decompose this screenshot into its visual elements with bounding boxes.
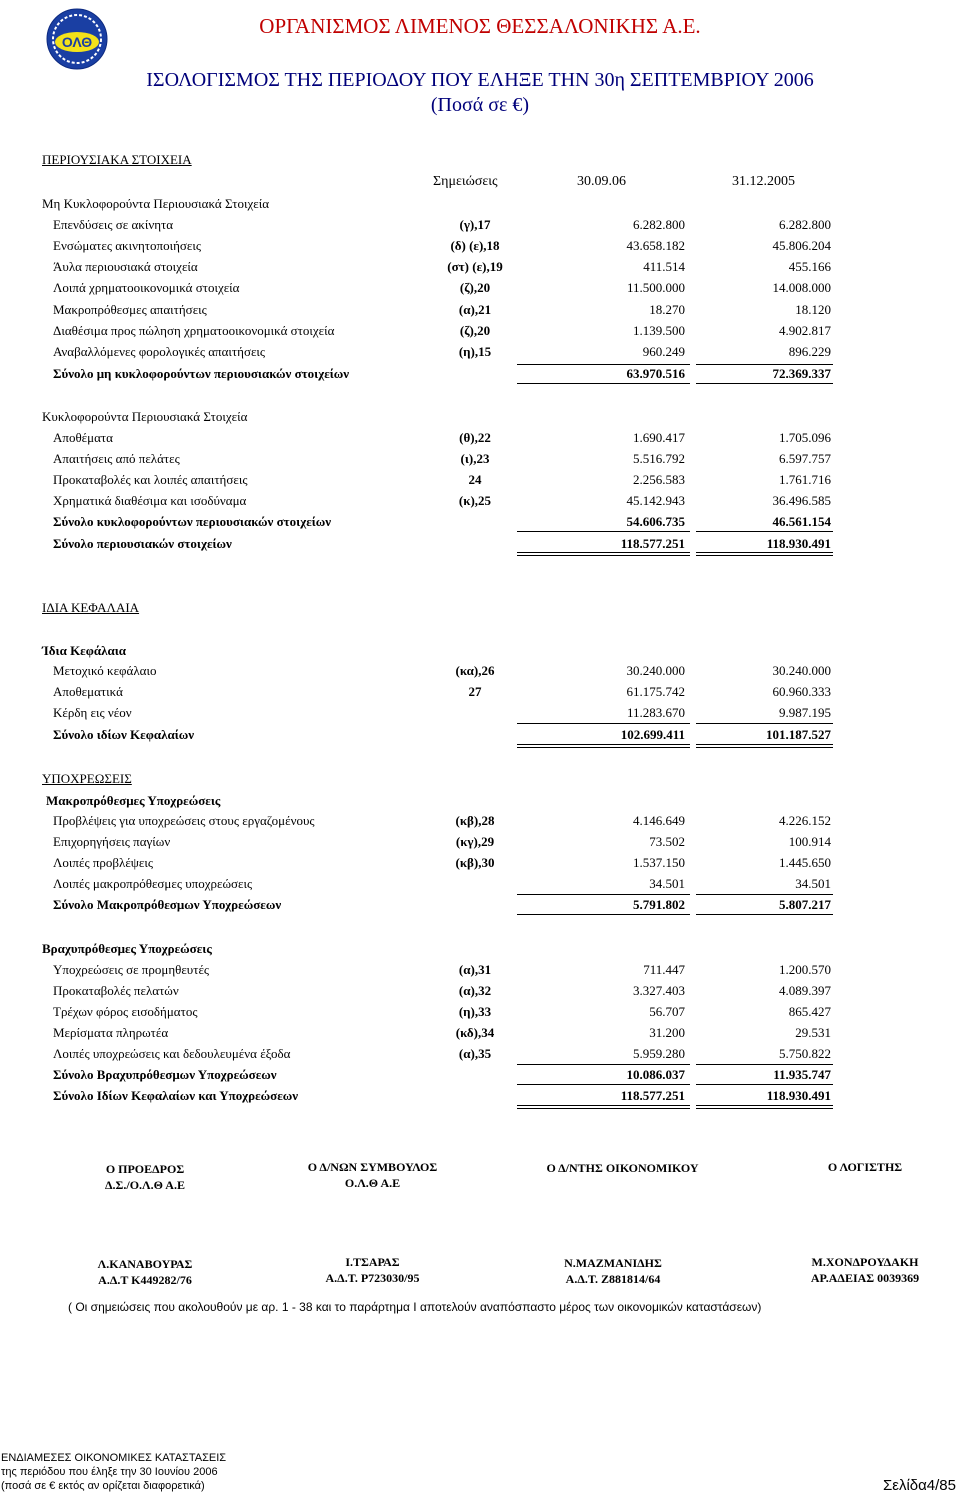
short-term-liabilities-title: Βραχυπρόθεσμες Υποχρεώσεις — [42, 941, 212, 956]
value-2006: 11.500.000 — [626, 280, 685, 296]
underline — [696, 383, 833, 384]
value-2006: 18.270 — [649, 301, 685, 317]
value-2006: 11.283.670 — [626, 705, 685, 720]
signature-id-finance-director: Α.Δ.Τ. Ζ881814/64 — [565, 1272, 661, 1286]
document-subtitle: (Ποσά σε €) — [430, 94, 530, 116]
equity-group-title: Ίδια Κεφάλαια — [42, 643, 127, 658]
signature-id-ceo: Α.Δ.Τ. Ρ723030/95 — [325, 1271, 420, 1285]
row-label: Σύνολο ιδίων Κεφαλαίων — [53, 727, 195, 742]
table-row — [0, 855, 960, 875]
table-row — [0, 684, 960, 704]
row-label: Άυλα περιουσιακά στοιχεία — [53, 259, 198, 275]
note-ref: (ζ),20 — [459, 280, 491, 296]
underline — [696, 1084, 833, 1085]
table-row — [0, 280, 960, 300]
row-label: Αναβαλλόμενες φορολογικές απαιτήσεις — [53, 343, 266, 359]
signature-role-president-org: Δ.Σ./Ο.Λ.Θ Α.Ε — [105, 1178, 185, 1192]
value-2005: 9.987.195 — [779, 705, 831, 720]
row-label: Προκαταβολές πελατών — [53, 983, 179, 998]
row-label: Σύνολο κυκλοφορούντων περιουσιακών στοιχείων — [53, 514, 332, 529]
row-label: Χρηματικά διαθέσιμα και ισοδύναμα — [53, 493, 247, 508]
value-2006: 45.142.943 — [626, 493, 685, 508]
table-row — [0, 259, 960, 279]
value-2006: 102.699.411 — [620, 727, 685, 742]
value-2006: 30.240.000 — [626, 663, 685, 678]
signature-id-president: Α.Δ.Τ Κ449282/76 — [98, 1273, 192, 1287]
table-row — [0, 493, 960, 513]
underline — [517, 1084, 690, 1085]
underline — [696, 1064, 833, 1065]
value-2005: 46.561.154 — [772, 514, 831, 529]
table-row — [0, 983, 960, 1003]
note-ref: (δ) (ε),18 — [450, 238, 500, 254]
value-2006: 61.175.742 — [626, 684, 685, 699]
table-row — [0, 323, 960, 343]
value-2005: 72.369.337 — [772, 366, 831, 381]
table-row — [0, 962, 960, 982]
signature-role-ceo: Ο Δ/ΝΩΝ ΣΥΜΒΟΥΛΟΣ — [307, 1160, 438, 1174]
value-2006: 118.577.251 — [620, 536, 685, 551]
double-underline — [696, 552, 833, 556]
value-2005: 5.807.217 — [779, 897, 831, 912]
row-label: Μερίσματα πληρωτέα — [53, 1025, 169, 1040]
row-label: Λοιπά χρηματοοικονομικά στοιχεία — [53, 280, 240, 296]
table-row — [0, 472, 960, 492]
value-2005: 14.008.000 — [772, 280, 831, 296]
value-2005: 11.935.747 — [773, 1067, 831, 1082]
value-2006: 118.577.251 — [620, 1088, 685, 1103]
underline — [517, 531, 690, 532]
value-2005: 34.501 — [795, 876, 831, 891]
value-2005: 1.705.096 — [779, 430, 831, 445]
note-ref: (κδ),34 — [455, 1025, 495, 1040]
value-2005: 18.120 — [795, 301, 831, 317]
row-label: Λοιπές προβλέψεις — [53, 855, 154, 870]
note-ref: (γ),17 — [459, 217, 491, 232]
underline — [517, 364, 690, 365]
footer-line-2: της περιόδου που έληξε την 30 Ιουνίου 2006 — [1, 1466, 218, 1478]
row-label: Επιχορηγήσεις παγίων — [53, 834, 171, 849]
note-ref: (κ),25 — [458, 493, 492, 508]
value-2006: 1.139.500 — [633, 322, 685, 338]
value-2006: 1.537.150 — [633, 855, 685, 870]
column-header-notes: Σημειώσεις — [433, 174, 498, 189]
footer-line-3: (ποσά σε € εκτός αν ορίζεται διαφορετικά) — [1, 1480, 205, 1492]
value-2006: 2.256.583 — [633, 472, 685, 487]
table-row — [0, 302, 960, 322]
row-label: Σύνολο Μακροπρόθεσμων Υποχρεώσεων — [53, 897, 282, 912]
signature-name-finance-director: Ν.ΜΑΖΜΑΝΙΔΗΣ — [564, 1256, 662, 1270]
double-underline — [696, 1105, 833, 1109]
underline — [696, 723, 833, 724]
note-ref: 27 — [468, 684, 482, 699]
row-label: Προκαταβολές και λοιπές απαιτήσεις — [53, 472, 248, 487]
table-row — [0, 876, 960, 896]
table-row — [0, 663, 960, 683]
value-2006: 4.146.649 — [633, 813, 685, 828]
value-2005: 865.427 — [788, 1004, 831, 1019]
underline — [517, 1064, 690, 1065]
table-row — [0, 705, 960, 725]
row-label: Σύνολο μη κυκλοφορούντων περιουσιακών στοιχείων — [53, 366, 350, 381]
value-2005: 896.229 — [788, 343, 831, 359]
value-2005: 4.902.817 — [779, 322, 831, 338]
value-2006: 73.502 — [649, 834, 685, 849]
table-row — [0, 834, 960, 854]
value-2005: 60.960.333 — [772, 684, 831, 699]
row-label: Σύνολο Βραχυπρόθεσμων Υποχρεώσεων — [53, 1067, 277, 1082]
note-ref: (ζ),20 — [459, 322, 491, 338]
signature-name-accountant: Μ.ΧΟΝΔΡΟΥΔΑΚΗ — [811, 1255, 919, 1269]
note-ref: (α),32 — [458, 983, 492, 998]
signature-role-ceo-org: Ο.Λ.Θ Α.Ε — [344, 1176, 401, 1190]
value-2006: 6.282.800 — [633, 217, 685, 232]
value-2005: 4.089.397 — [779, 983, 831, 998]
value-2006: 31.200 — [649, 1025, 685, 1040]
value-2005: 118.930.491 — [766, 536, 831, 551]
logo-text: ΟΛΘ — [61, 34, 93, 50]
table-row — [0, 1025, 960, 1045]
row-label: Υποχρεώσεις σε προμηθευτές — [53, 962, 210, 977]
equity-section-title: ΙΔΙΑ ΚΕΦΑΛΑΙΑ — [42, 600, 140, 615]
table-row — [0, 813, 960, 833]
value-2006: 10.086.037 — [626, 1067, 685, 1082]
row-label: Προβλέψεις για υποχρεώσεις στους εργαζομένους — [53, 813, 315, 828]
double-underline — [517, 552, 690, 556]
column-header-2006: 30.09.06 — [577, 174, 626, 189]
signature-role-finance-director: Ο Δ/ΝΤΗΣ ΟΙΚΟΝΟΜΙΚΟΥ — [546, 1161, 699, 1175]
signature-role-accountant: Ο ΛΟΓΙΣΤΗΣ — [827, 1160, 903, 1174]
value-2006: 54.606.735 — [626, 514, 685, 529]
row-label: Μακροπρόθεσμες απαιτήσεις — [53, 301, 207, 317]
table-row — [0, 451, 960, 471]
value-2006: 63.970.516 — [626, 366, 685, 381]
underline — [696, 894, 833, 895]
table-row — [0, 344, 960, 364]
row-label: Σύνολο περιουσιακών στοιχείων — [53, 536, 232, 551]
value-2005: 5.750.822 — [779, 1046, 831, 1061]
value-2005: 455.166 — [788, 259, 831, 275]
value-2006: 960.249 — [642, 343, 685, 359]
double-underline — [696, 744, 833, 748]
value-2006: 34.501 — [649, 876, 685, 891]
table-row — [0, 1004, 960, 1024]
row-label: Κέρδη εις νέον — [53, 705, 132, 720]
document-title: ΙΣΟΛΟΓΙΣΜΟΣ ΤΗΣ ΠΕΡΙΟΔΟΥ ΠΟΥ ΕΛΗΞΕ ΤΗΝ 30η ΣΕΠΤΕΜΒΡΙΟΥ 2006 — [146, 69, 814, 91]
underline — [517, 914, 690, 915]
value-2005: 100.914 — [788, 834, 831, 849]
signature-name-president: Λ.ΚΑΝΑΒΟΥΡΑΣ — [97, 1257, 193, 1271]
value-2006: 3.327.403 — [633, 983, 685, 998]
row-label: Σύνολο Ιδίων Κεφαλαίων και Υποχρεώσεων — [53, 1088, 299, 1103]
value-2006: 5.959.280 — [633, 1046, 685, 1061]
row-label: Αποθεματικά — [53, 684, 123, 699]
note-ref: (α),31 — [458, 962, 492, 977]
note-ref: (θ),22 — [459, 430, 491, 445]
row-label: Ενσώματες ακινητοποιήσεις — [53, 238, 201, 254]
value-2005: 30.240.000 — [772, 663, 831, 678]
value-2006: 43.658.182 — [626, 238, 685, 254]
signature-name-ceo: Ι.ΤΣΑΡΑΣ — [345, 1255, 400, 1269]
value-2005: 6.597.757 — [779, 451, 831, 466]
value-2006: 411.514 — [643, 259, 685, 275]
value-2005: 1.445.650 — [779, 855, 831, 870]
signature-id-accountant: ΑΡ.ΑΔΕΙΑΣ 0039369 — [810, 1271, 920, 1285]
organization-name: ΟΡΓΑΝΙΣΜΟΣ ΛΙΜΕΝΟΣ ΘΕΣΣΑΛΟΝΙΚΗΣ Α.Ε. — [259, 14, 701, 38]
note-ref: (κα),26 — [455, 663, 495, 678]
table-row — [0, 1046, 960, 1066]
value-2006: 5.791.802 — [633, 897, 685, 912]
row-label: Αποθέματα — [53, 430, 113, 445]
underline — [696, 914, 833, 915]
value-2005: 36.496.585 — [772, 493, 831, 508]
double-underline — [517, 1105, 690, 1109]
assets-section-title: ΠΕΡΙΟΥΣΙΑΚΑ ΣΤΟΙΧΕΙΑ — [42, 152, 192, 167]
value-2006: 5.516.792 — [633, 451, 685, 466]
value-2006: 1.690.417 — [633, 430, 685, 445]
value-2006: 56.707 — [649, 1004, 685, 1019]
underline — [696, 531, 833, 532]
note-ref: (ι),23 — [460, 451, 490, 466]
table-row — [0, 238, 960, 258]
double-underline — [517, 744, 690, 748]
note-ref: (α),35 — [458, 1046, 492, 1061]
note-ref: (α),21 — [458, 301, 492, 317]
table-row — [0, 217, 960, 237]
underline — [517, 383, 690, 384]
row-label: Λοιπές υποχρεώσεις και δεδουλευμένα έξοδα — [53, 1046, 291, 1061]
value-2005: 29.531 — [795, 1025, 831, 1040]
note-ref: (κγ),29 — [455, 834, 495, 849]
note-ref: (κβ),28 — [455, 813, 495, 828]
signature-role-president: Ο ΠΡΟΕΔΡΟΣ — [105, 1162, 185, 1176]
value-2006: 711.447 — [643, 962, 685, 977]
note-ref: 24 — [468, 472, 482, 487]
row-label: Μετοχικό κεφάλαιο — [53, 663, 157, 678]
notes-disclaimer: ( Οι σημειώσεις που ακολουθούν με αρ. 1 - 38 και το παράρτημα Ι αποτελούν αναπόσπαστο μέρος των οικονομικών καταστάσεων) — [68, 1300, 762, 1314]
row-label: Επενδύσεις σε ακίνητα — [53, 217, 174, 232]
underline — [517, 894, 690, 895]
column-header-2005: 31.12.2005 — [732, 174, 795, 189]
liabilities-section-title: ΥΠΟΧΡΕΩΣΕΙΣ — [42, 771, 132, 786]
page-number: Σελίδα4/85 — [882, 1477, 956, 1494]
value-2005: 118.930.491 — [766, 1088, 831, 1103]
value-2005: 101.187.527 — [766, 727, 831, 742]
current-assets-title: Κυκλοφορούντα Περιουσιακά Στοιχεία — [42, 409, 248, 424]
note-ref: (η),15 — [458, 343, 492, 359]
value-2005: 4.226.152 — [779, 813, 831, 828]
note-ref: (κβ),30 — [455, 855, 495, 870]
value-2005: 1.200.570 — [779, 962, 831, 977]
note-ref: (στ) (ε),19 — [447, 259, 503, 275]
long-term-liabilities-title: Μακροπρόθεσμες Υποχρεώσεις — [46, 793, 221, 808]
value-2005: 6.282.800 — [779, 217, 831, 232]
underline — [517, 723, 690, 724]
footer-line-1: ΕΝΔΙΑΜΕΣΕΣ ΟΙΚΟΝΟΜΙΚΕΣ ΚΑΤΑΣΤΑΣΕΙΣ — [1, 1452, 227, 1464]
row-label: Διαθέσιμα προς πώληση χρηματοοικονομικά στοιχεία — [53, 322, 335, 338]
table-row — [0, 430, 960, 450]
row-label: Τρέχων φόρος εισοδήματος — [53, 1004, 198, 1019]
value-2005: 45.806.204 — [772, 238, 831, 254]
non-current-assets-title: Μη Κυκλοφορούντα Περιουσιακά Στοιχεία — [42, 196, 270, 211]
underline — [696, 364, 833, 365]
value-2005: 1.761.716 — [779, 472, 831, 487]
row-label: Απαιτήσεις από πελάτες — [53, 451, 180, 466]
note-ref: (η),33 — [458, 1004, 492, 1019]
row-label: Λοιπές μακροπρόθεσμες υποχρεώσεις — [53, 876, 253, 891]
